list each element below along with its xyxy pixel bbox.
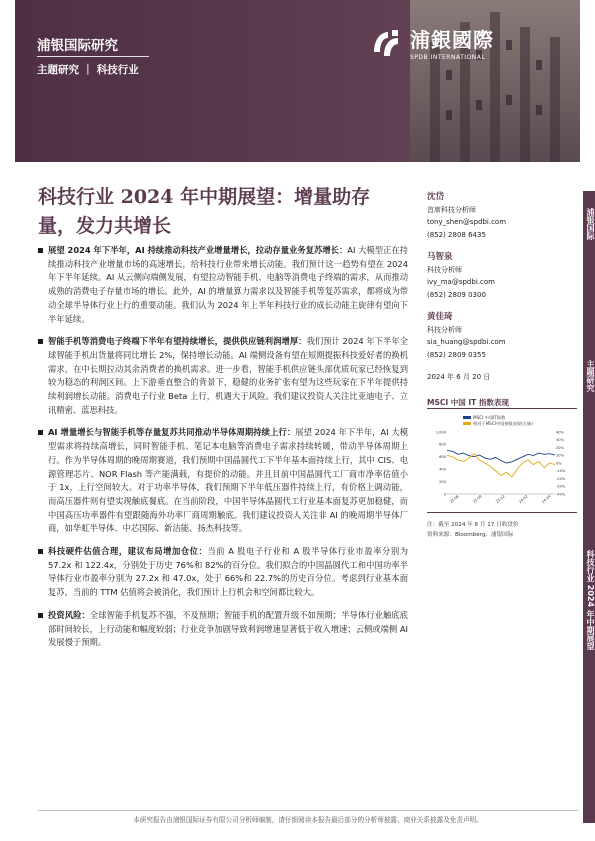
y-tick-right: 0% — [556, 461, 562, 466]
analyst-name: 沈岱 — [427, 192, 445, 202]
chart-notes — [427, 520, 577, 540]
disclaimer-footer: 本研究报告由浦银国际证券有限公司分析师编制，请仔细阅读本报告最后部分的分析师披露、商业关系披露及免责声明。 — [133, 816, 483, 824]
bullet-heading: 科技硬件估值合理，建议布局增加仓位： — [48, 546, 208, 557]
legend-label-relative: 相对于MSCI中国指数表现(右轴) — [473, 421, 533, 426]
header-banner — [15, 0, 580, 162]
bullet-heading: AI 增量增长与智能手机等存量复苏共同推动半导体周期持续上行： — [48, 427, 296, 438]
y-tick-right: 20% — [556, 445, 564, 450]
legend-swatch-relative — [463, 422, 471, 425]
y-tick-right: -20% — [556, 476, 566, 481]
logo-chinese-name: 浦銀國際 — [410, 28, 494, 52]
series-line — [447, 454, 555, 477]
bullet-risks — [38, 609, 408, 650]
y-tick-right: 30% — [556, 438, 564, 443]
firm-research-title: 浦银国际研究 — [37, 38, 118, 54]
x-tick-label: 24-02 — [518, 494, 529, 505]
analyst-email[interactable]: tony_shen@spdbi.com — [427, 218, 507, 226]
legend-label-index: MSCI 中国IT指数 — [473, 415, 506, 420]
bullet-text: 当前 A 股电子行业和 A 股半导体行业市盈率分别为 57.2x 和 122.4x，分别处于历史 76%和 82%的百分位。我们拟合的中国晶圆代工和中国功率半导体行业市盈率分别为 27.2x 和 47.0x，处于 66%和 22.7%的历史百分位。考虑到行业基本面复苏，当前的 TTM 估值将会被消化，我们预计上行机会和空间都比较大。 — [48, 546, 408, 598]
report-title: 科技行业 2024 年中期展望：增量助存量，发力共增长 — [38, 186, 371, 237]
analyst-name: 黄佳琦 — [427, 312, 453, 322]
analyst-role: 首席科技分析师 — [427, 205, 476, 214]
bullet-text: 全球智能手机复苏不强，不及预期；智能手机的配置升级不如预期；半导体行业触底底部时间较长，上行动能和幅度较弱；行业竞争加剧导致利润增速显著低于收入增速；云侧或端侧 AI 发展慢于预期。 — [48, 609, 408, 648]
spdb-logo — [370, 24, 494, 61]
footer-divider — [38, 810, 578, 811]
analyst-phone: (852) 2809 0300 — [427, 290, 486, 299]
side-tab-bar — [583, 191, 595, 823]
analyst-card — [427, 191, 577, 241]
logo-english-name: SPDB INTERNATIONAL — [410, 54, 486, 61]
report-category: 主题研究 ｜ 科技行业 — [37, 64, 139, 76]
y-tick-right: -30% — [556, 484, 566, 489]
analyst-name: 马智泉 — [427, 252, 453, 262]
analyst-email[interactable]: ivy_ma@spdbi.com — [427, 278, 495, 286]
bullet-consumer-electronics — [38, 335, 408, 417]
legend-swatch-index — [463, 416, 471, 419]
report-body — [38, 244, 408, 659]
analyst-sidebar — [427, 191, 577, 384]
bullet-text: AI 大模型正在持续推动科技产业增量市场的高速增长，给科技行业带来增长动能。我们预计这一趋势有望在 2024 年下半年延续。AI 从云侧向端侧发展，有望拉动智能手机、电脑等消费电子终端的需求，从而推动成熟的消费电子存量市场的增长。此外，AI 的增量算力需求以及智能手机等复苏需求，都将成为带动全球半导体行业上行的重要动能。我们认为 2024 年上半年科技行业的成长动能主旋律有望向下半年延续。 — [48, 245, 408, 324]
analyst-role: 科技分析师 — [427, 265, 462, 274]
analyst-role: 科技分析师 — [427, 325, 462, 334]
msci-chart — [427, 410, 577, 510]
chart-note: 注：截至 2024 年 6 月 17 日收盘价 — [427, 522, 519, 528]
report-date: 2024 年 6 月 20 日 — [427, 373, 491, 381]
y-tick-left: 1,000 — [435, 430, 446, 435]
y-tick-left: 600 — [439, 455, 446, 460]
x-tick-label: 24-04 — [541, 494, 552, 505]
chart-heading: MSCI 中国 IT 指数表现 — [427, 398, 509, 407]
bullet-heading: 智能手机等消费电子终端下半年有望持续增长，提供供应链利润增厚： — [48, 336, 307, 347]
x-tick-label: 23-09 — [472, 494, 483, 505]
x-tick-label: 23-06 — [449, 494, 460, 505]
side-tab-firm: 浦银国际 — [586, 208, 595, 240]
bullet-semiconductor — [38, 426, 408, 536]
bullet-text: 展望 2024 年下半年，AI 大模型需求将持续高增长，同时智能手机、笔记本电脑等消费电子需求持续转暖，带动半导体周期上行。作为半导体周期的晚周期赛道，我们预期中国晶圆代工下半年基本面持续上行，其中 CIS、电源管理芯片、NOR Flash 等产能满载，有提价的动能。并且目前中国晶圆代工厂商市净率估值小于 1x，上行空间较大。对于功率半导体，我们预期下半年低压器件持续上行，有价格上调动能，而高压器件则有望实现触底餐底。在当前阶段，中国半导体晶圆代工行业基本面复苏更加稳健，而中国高压功率器件有望跟随海外功率厂商周期触底。我们建议投资人关注非 AI 的晚周期半导体厂商，如华虹半导体、中芯国际、新洁能、扬杰科技等。 — [48, 427, 408, 534]
y-tick-right: 40% — [556, 430, 564, 435]
x-tick-label: 23-12 — [495, 494, 506, 505]
chart-source: 资料来源：Bloomberg、浦银国际 — [427, 532, 514, 538]
analyst-phone: (852) 2808 6435 — [427, 230, 486, 239]
bullet-text: 我们预计 2024 年下半年全球智能手机出货量将同比增长 2%，保持增长动能。AI 端侧设备有望在短期提振科技爱好者的换机需求，在中长期拉动其余消费者的换机需求。进一步看，智能手机供应链头部优质玩家已经恢复到较为稳态的利润区间。上下游垂直整合的背景下，稳健的业务扩张有望为这些玩家在下半年提供持续利润增长动能。消费电子行业 Beta 上行，机遇大于风险。我们建议投资人关注比亚迪电子、立讯精密、蓝思科技。 — [48, 336, 408, 415]
spdb-logo-icon — [370, 26, 404, 60]
side-tab-report: 科技行业 2024 年中期展望 — [586, 550, 595, 650]
chart-top-rule — [427, 408, 577, 409]
analyst-card — [427, 251, 577, 301]
analyst-email[interactable]: sia_huang@spdbi.com — [427, 338, 506, 346]
y-tick-left: 800 — [439, 442, 446, 447]
banner-divider — [37, 56, 149, 57]
analyst-phone: (852) 2809 0355 — [427, 350, 486, 359]
bullet-valuation — [38, 545, 408, 600]
y-tick-left: 200 — [439, 479, 446, 484]
y-tick-right: -40% — [556, 492, 566, 497]
y-tick-right: -10% — [556, 469, 566, 474]
side-tab-category: 主题研究 — [586, 360, 595, 392]
analyst-card — [427, 311, 577, 361]
bullet-heading: 投资风险： — [48, 609, 90, 620]
bullet-heading: 展望 2024 年下半年，AI 持续推动科技产业增量增长，拉动存量业务复苏增长： — [48, 245, 348, 255]
y-tick-right: 10% — [556, 453, 564, 458]
bullet-outlook — [38, 244, 408, 326]
chart-bottom-rule — [427, 512, 577, 513]
y-tick-left: 400 — [439, 467, 446, 472]
y-tick-left: 0 — [443, 492, 446, 497]
